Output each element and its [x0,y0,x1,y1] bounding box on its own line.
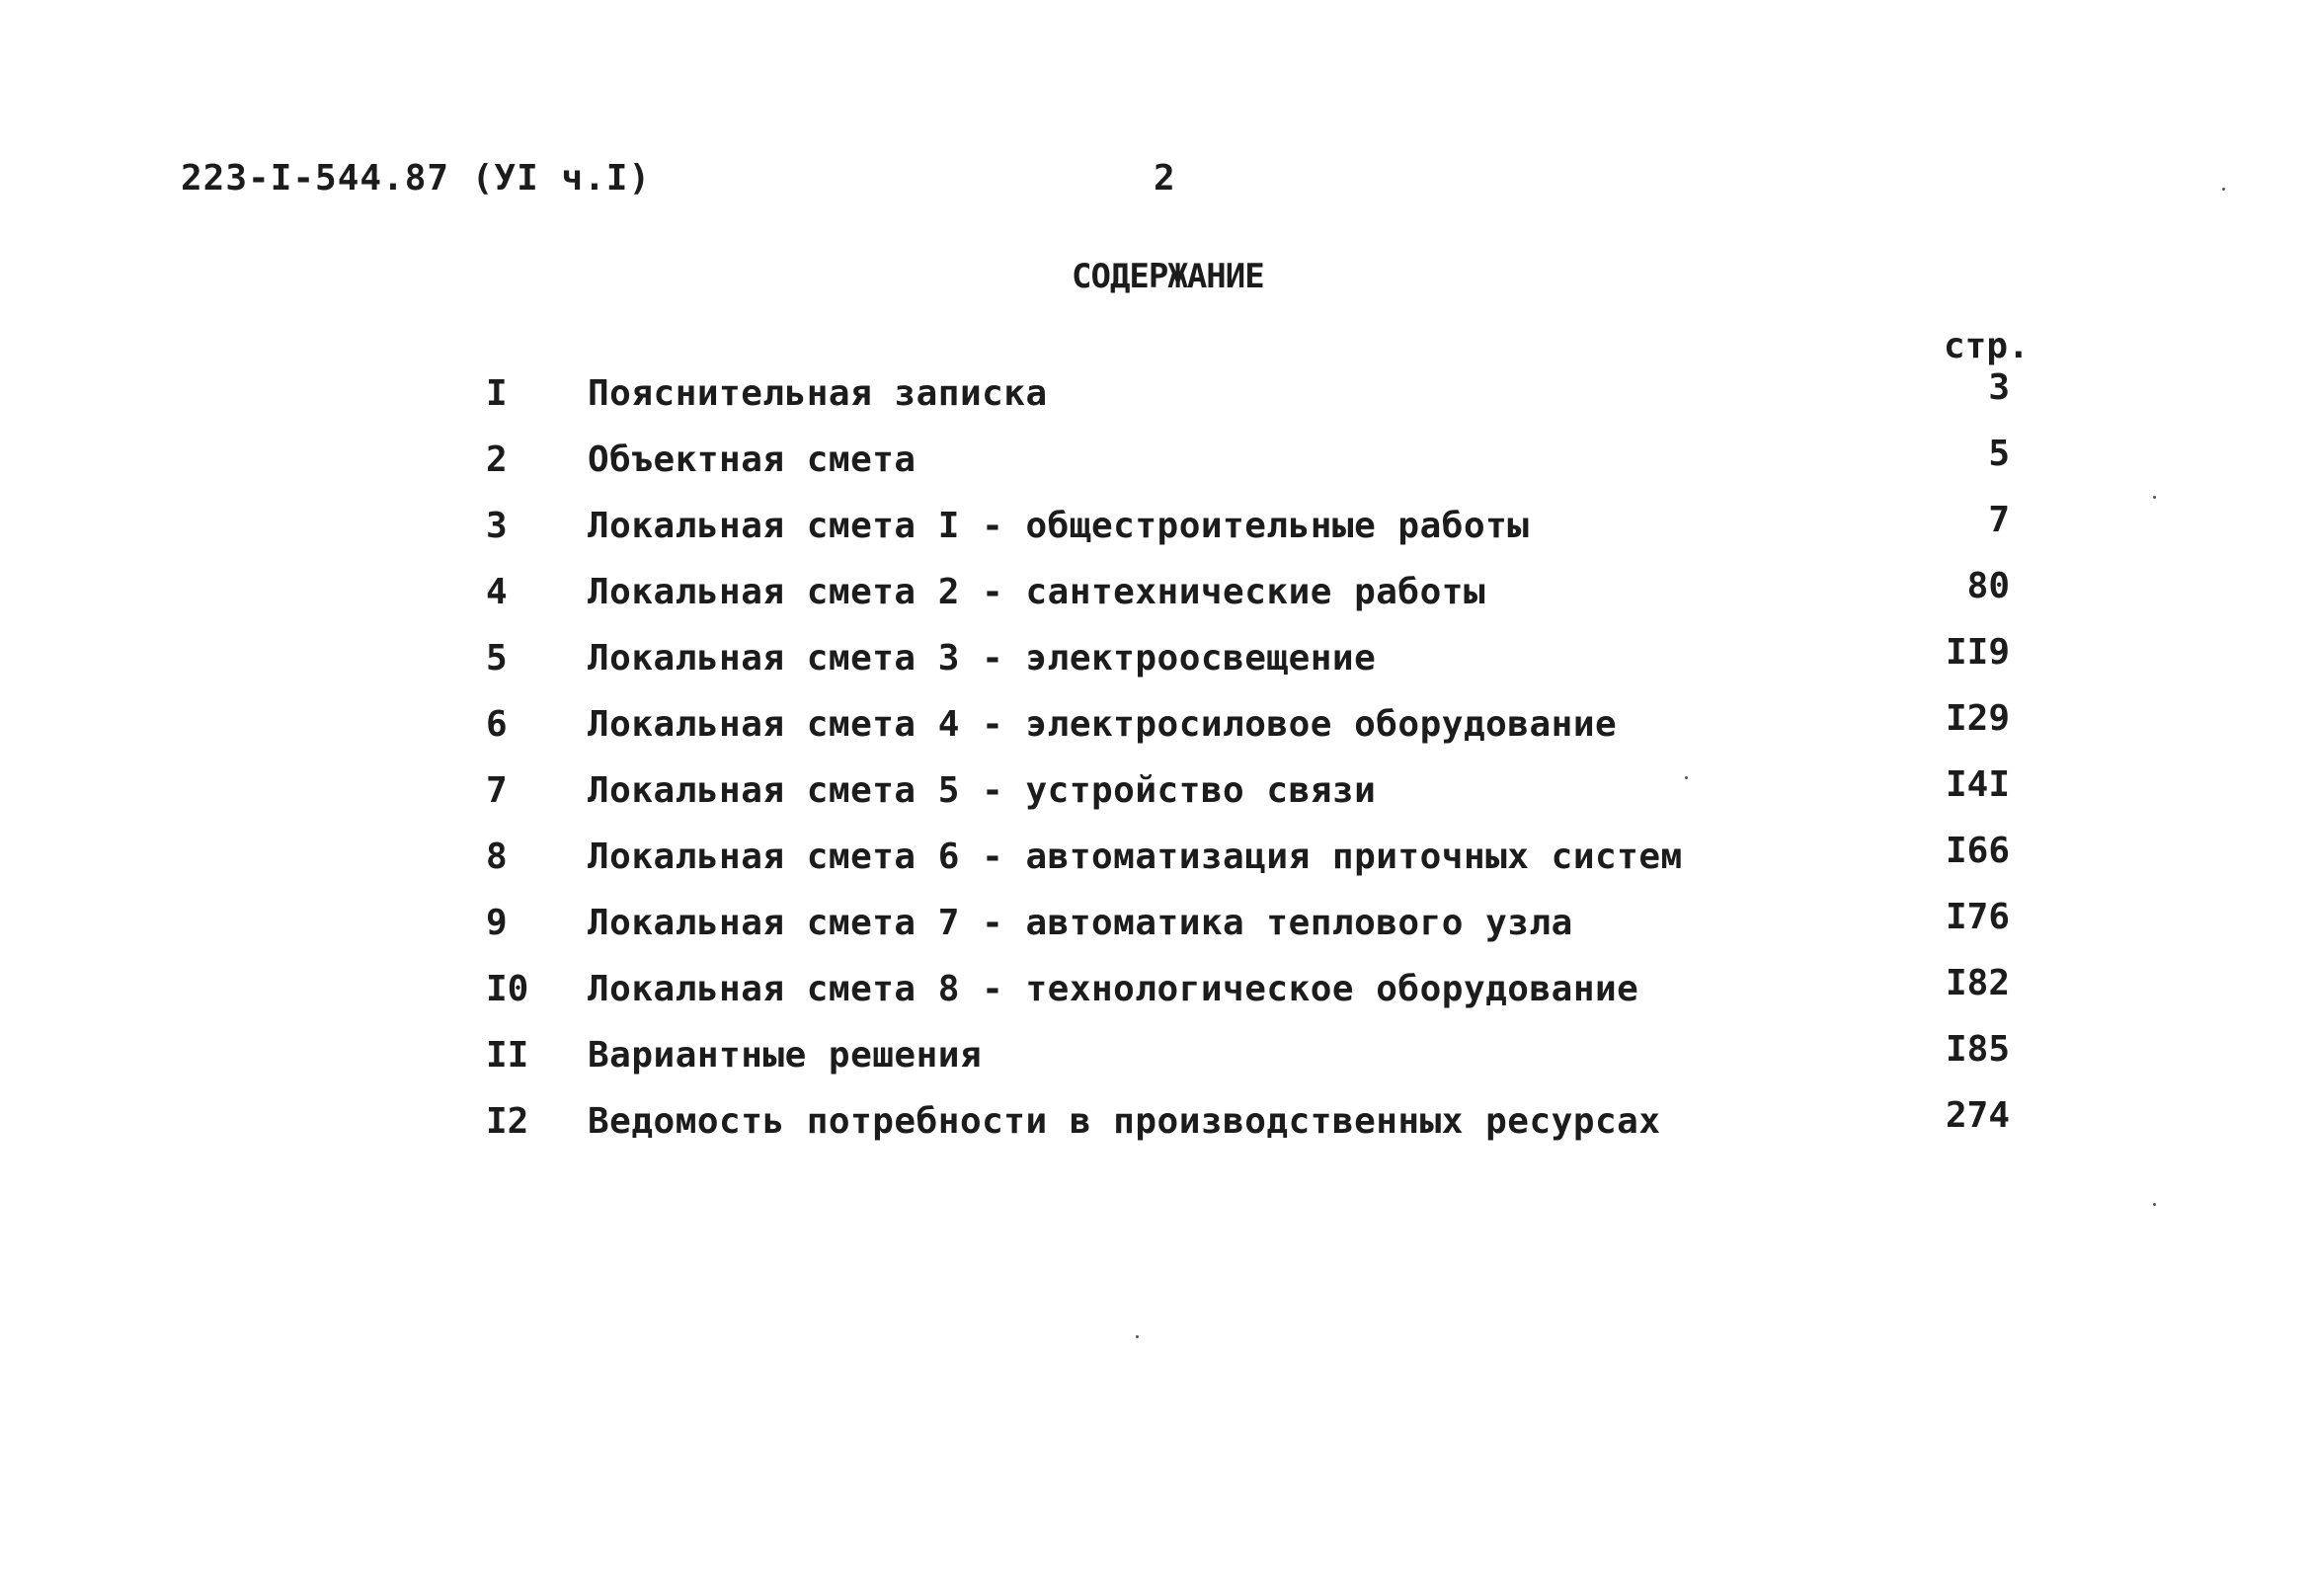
toc-item-number: 5 [486,638,508,678]
toc-item-label: Локальная смета 5 - устройство связи [588,770,1377,811]
toc-item-page: I76 [1945,897,2010,937]
toc-row [0,963,2311,1035]
toc-row [0,367,2311,439]
toc-row [0,831,2311,903]
toc-item-number: 6 [486,704,508,745]
toc-item-number: II [486,1035,529,1076]
toc-item-label: Вариантные решения [588,1035,983,1076]
toc-item-page: I82 [1945,963,2010,1003]
toc-item-label: Объектная смета [588,439,916,480]
toc-item-page: I29 [1945,698,2010,739]
toc-item-label: Локальная смета 4 - электросиловое оборудование [588,704,1618,745]
toc-item-number: I0 [486,969,529,1009]
toc-row [0,1029,2311,1101]
toc-item-label: Ведомость потребности в производственных ресурсах [588,1101,1661,1142]
scan-speck [1136,1335,1139,1338]
toc-row [0,698,2311,770]
scan-speck [2153,1203,2156,1206]
toc-item-number: I [486,373,508,414]
toc-item-page: I4I [1945,764,2010,805]
toc-item-number: 9 [486,903,508,943]
toc-item-number: 2 [486,439,508,480]
toc-item-page: 3 [1988,367,2010,408]
scan-speck [2153,496,2156,499]
toc-item-page: 274 [1945,1095,2010,1136]
toc-item-label: Пояснительная записка [588,373,1048,414]
toc-row [0,897,2311,969]
toc-item-page: 7 [1988,500,2010,540]
toc-row [0,632,2311,704]
document-code: 223-I-544.87 (УI ч.I) [181,158,652,199]
page-column-header: стр. [1944,326,2030,366]
toc-item-page: 5 [1988,434,2010,474]
toc-row [0,434,2311,506]
toc-item-number: 7 [486,770,508,811]
toc-item-page: I85 [1945,1029,2010,1070]
toc-row [0,566,2311,638]
toc-item-number: 8 [486,837,508,877]
toc-item-page: I66 [1945,831,2010,871]
toc-item-label: Локальная смета 3 - электроосвещение [588,638,1377,678]
page-number: 2 [1154,158,1175,199]
scan-speck [1685,776,1688,779]
toc-row [0,1095,2311,1167]
toc-item-number: 3 [486,506,508,546]
toc-list [0,367,2311,1167]
toc-title: СОДЕРЖАНИЕ [1072,257,1264,296]
toc-item-label: Локальная смета 6 - автоматизация приточных систем [588,837,1683,877]
toc-row [0,764,2311,837]
toc-item-number: 4 [486,572,508,612]
toc-item-label: Локальная смета 8 - технологическое оборудование [588,969,1639,1009]
toc-item-page: II9 [1945,632,2010,673]
toc-item-number: I2 [486,1101,529,1142]
toc-item-label: Локальная смета 2 - сантехнические работы [588,572,1486,612]
scan-speck [2222,188,2225,191]
toc-item-label: Локальная смета 7 - автоматика теплового узла [588,903,1573,943]
toc-row [0,500,2311,572]
toc-item-page: 80 [1966,566,2010,606]
toc-item-label: Локальная смета I - общестроительные работы [588,506,1530,546]
